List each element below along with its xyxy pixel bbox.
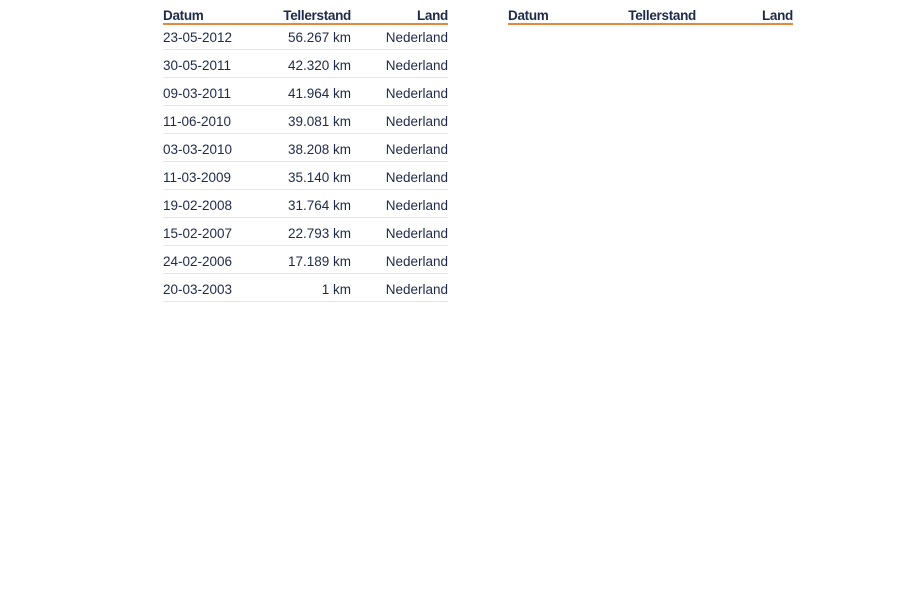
- cell-land: Nederland: [351, 106, 448, 134]
- cell-tellerstand: 31.764 km: [258, 190, 351, 218]
- cell-datum: 24-02-2006: [163, 246, 258, 274]
- cell-datum: 15-02-2007: [163, 218, 258, 246]
- cell-tellerstand: 22.793 km: [258, 218, 351, 246]
- header-row: [163, 6, 448, 24]
- cell-datum: 11-03-2009: [163, 162, 258, 190]
- cell-datum: 09-03-2011: [163, 78, 258, 106]
- cell-datum: 11-06-2010: [163, 106, 258, 134]
- table-body: [163, 24, 448, 302]
- column-header-land: Land: [351, 6, 448, 24]
- cell-datum: 30-05-2011: [163, 50, 258, 78]
- odometer-table-right: [508, 6, 793, 25]
- table-row: [163, 218, 448, 246]
- column-header-datum: Datum: [163, 6, 258, 24]
- table-row: [163, 190, 448, 218]
- cell-land: Nederland: [351, 274, 448, 302]
- cell-tellerstand: 39.081 km: [258, 106, 351, 134]
- table-row: [163, 24, 448, 50]
- table-row: [163, 106, 448, 134]
- cell-land: Nederland: [351, 134, 448, 162]
- cell-tellerstand: 56.267 km: [258, 24, 351, 50]
- odometer-table-left: [163, 6, 448, 302]
- cell-land: Nederland: [351, 162, 448, 190]
- column-header-tellerstand: Tellerstand: [258, 6, 351, 24]
- cell-land: Nederland: [351, 218, 448, 246]
- cell-land: Nederland: [351, 190, 448, 218]
- table-row: [163, 162, 448, 190]
- cell-tellerstand: 38.208 km: [258, 134, 351, 162]
- cell-datum: 23-05-2012: [163, 24, 258, 50]
- column-header-land: Land: [696, 6, 793, 24]
- table-row: [163, 78, 448, 106]
- cell-tellerstand: 42.320 km: [258, 50, 351, 78]
- table-row: [163, 134, 448, 162]
- header-row: [508, 6, 793, 24]
- table-header: [163, 6, 448, 24]
- table-row: [163, 246, 448, 274]
- cell-land: Nederland: [351, 78, 448, 106]
- cell-land: Nederland: [351, 246, 448, 274]
- cell-datum: 20-03-2003: [163, 274, 258, 302]
- column-header-tellerstand: Tellerstand: [603, 6, 696, 24]
- cell-land: Nederland: [351, 50, 448, 78]
- cell-tellerstand: 41.964 km: [258, 78, 351, 106]
- column-header-datum: Datum: [508, 6, 603, 24]
- cell-tellerstand: 1 km: [258, 274, 351, 302]
- cell-datum: 03-03-2010: [163, 134, 258, 162]
- cell-tellerstand: 35.140 km: [258, 162, 351, 190]
- table-row: [163, 50, 448, 78]
- table-header: [508, 6, 793, 24]
- table-row: [163, 274, 448, 302]
- cell-tellerstand: 17.189 km: [258, 246, 351, 274]
- cell-land: Nederland: [351, 24, 448, 50]
- cell-datum: 19-02-2008: [163, 190, 258, 218]
